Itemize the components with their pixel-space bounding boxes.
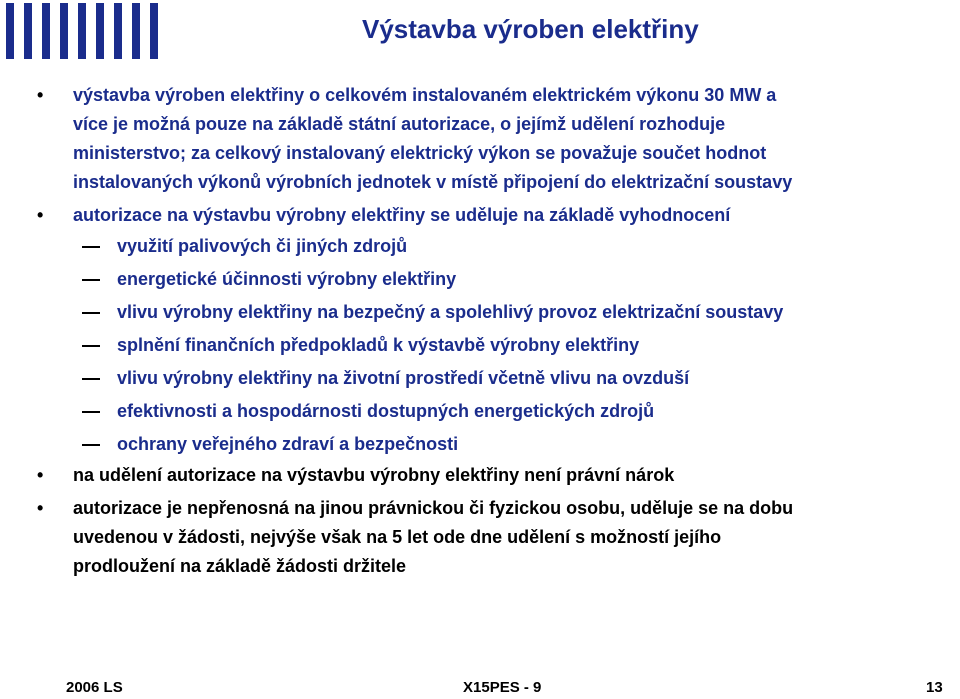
bullet-item-3	[0, 461, 960, 490]
bullet-item-2	[0, 201, 960, 230]
bullet-item-1	[0, 81, 960, 197]
page-title: Výstavba výroben elektřiny	[362, 14, 699, 44]
sub-item-text: splnění finančních předpokladů k výstavbě výrobny elektřiny	[117, 335, 640, 355]
dash-icon	[82, 246, 100, 248]
logo-bars	[0, 0, 160, 62]
bullet-line: výstavba výroben elektřiny o celkovém instalovaném elektrickém výkonu 30 MW a	[73, 85, 777, 105]
sub-item-4	[0, 329, 960, 362]
bullet-line: instalovaných výkonů výrobních jednotek v místě připojení do elektrizační soustavy	[73, 172, 793, 192]
sub-item-1	[0, 230, 960, 263]
bullet-item-4	[0, 494, 960, 581]
footer-page-number: 13	[926, 679, 943, 696]
sub-item-text: energetické účinnosti výrobny elektřiny	[117, 269, 457, 289]
logo-bars-graphic	[0, 0, 160, 62]
sub-item-text: vlivu výrobny elektřiny na bezpečný a spolehlivý provoz elektrizační soustavy	[117, 302, 784, 322]
dash-icon	[82, 411, 100, 413]
bullet-line: autorizace na výstavbu výrobny elektřiny se uděluje na základě vyhodnocení	[73, 205, 731, 225]
sub-item-5	[0, 362, 960, 395]
sub-item-text: vlivu výrobny elektřiny na životní prostředí včetně vlivu na ovzduší	[117, 368, 690, 388]
sub-item-7	[0, 428, 960, 461]
bullet-line: ministerstvo; za celkový instalovaný elektrický výkon se považuje součet hodnot	[73, 143, 767, 163]
sub-item-text: efektivnosti a hospodárnosti dostupných energetických zdrojů	[117, 401, 655, 421]
bullet-line: uvedenou v žádosti, nejvýše však na 5 let ode dne udělení s možností jejího	[73, 527, 722, 547]
sub-item-2	[0, 263, 960, 296]
dash-icon	[82, 312, 100, 314]
sub-item-text: využití palivových či jiných zdrojů	[117, 236, 408, 256]
sub-item-6	[0, 395, 960, 428]
sub-item-text: ochrany veřejného zdraví a bezpečnosti	[117, 434, 459, 454]
sub-item-3	[0, 296, 960, 329]
bullet-list	[0, 81, 960, 581]
dash-icon	[82, 279, 100, 281]
bullet-line: autorizace je nepřenosná na jinou právnickou či fyzickou osobu, uděluje se na dobu	[73, 498, 794, 518]
bullet-dot-icon: •	[37, 85, 44, 105]
dash-icon	[82, 378, 100, 380]
dash-icon	[82, 444, 100, 446]
bullet-dot-icon: •	[37, 465, 44, 485]
bullet-line: na udělení autorizace na výstavbu výrobny elektřiny není právní nárok	[73, 465, 675, 485]
bullet-line: více je možná pouze na základě státní autorizace, o jejímž udělení rozhoduje	[73, 114, 726, 134]
footer-semester: 2006 LS	[66, 679, 123, 696]
bullet-line: prodloužení na základě žádosti držitele	[73, 556, 407, 576]
footer-course-code: X15PES - 9	[463, 679, 542, 696]
bullet-dot-icon: •	[37, 205, 44, 225]
bullet-dot-icon: •	[37, 498, 44, 518]
dash-icon	[82, 345, 100, 347]
